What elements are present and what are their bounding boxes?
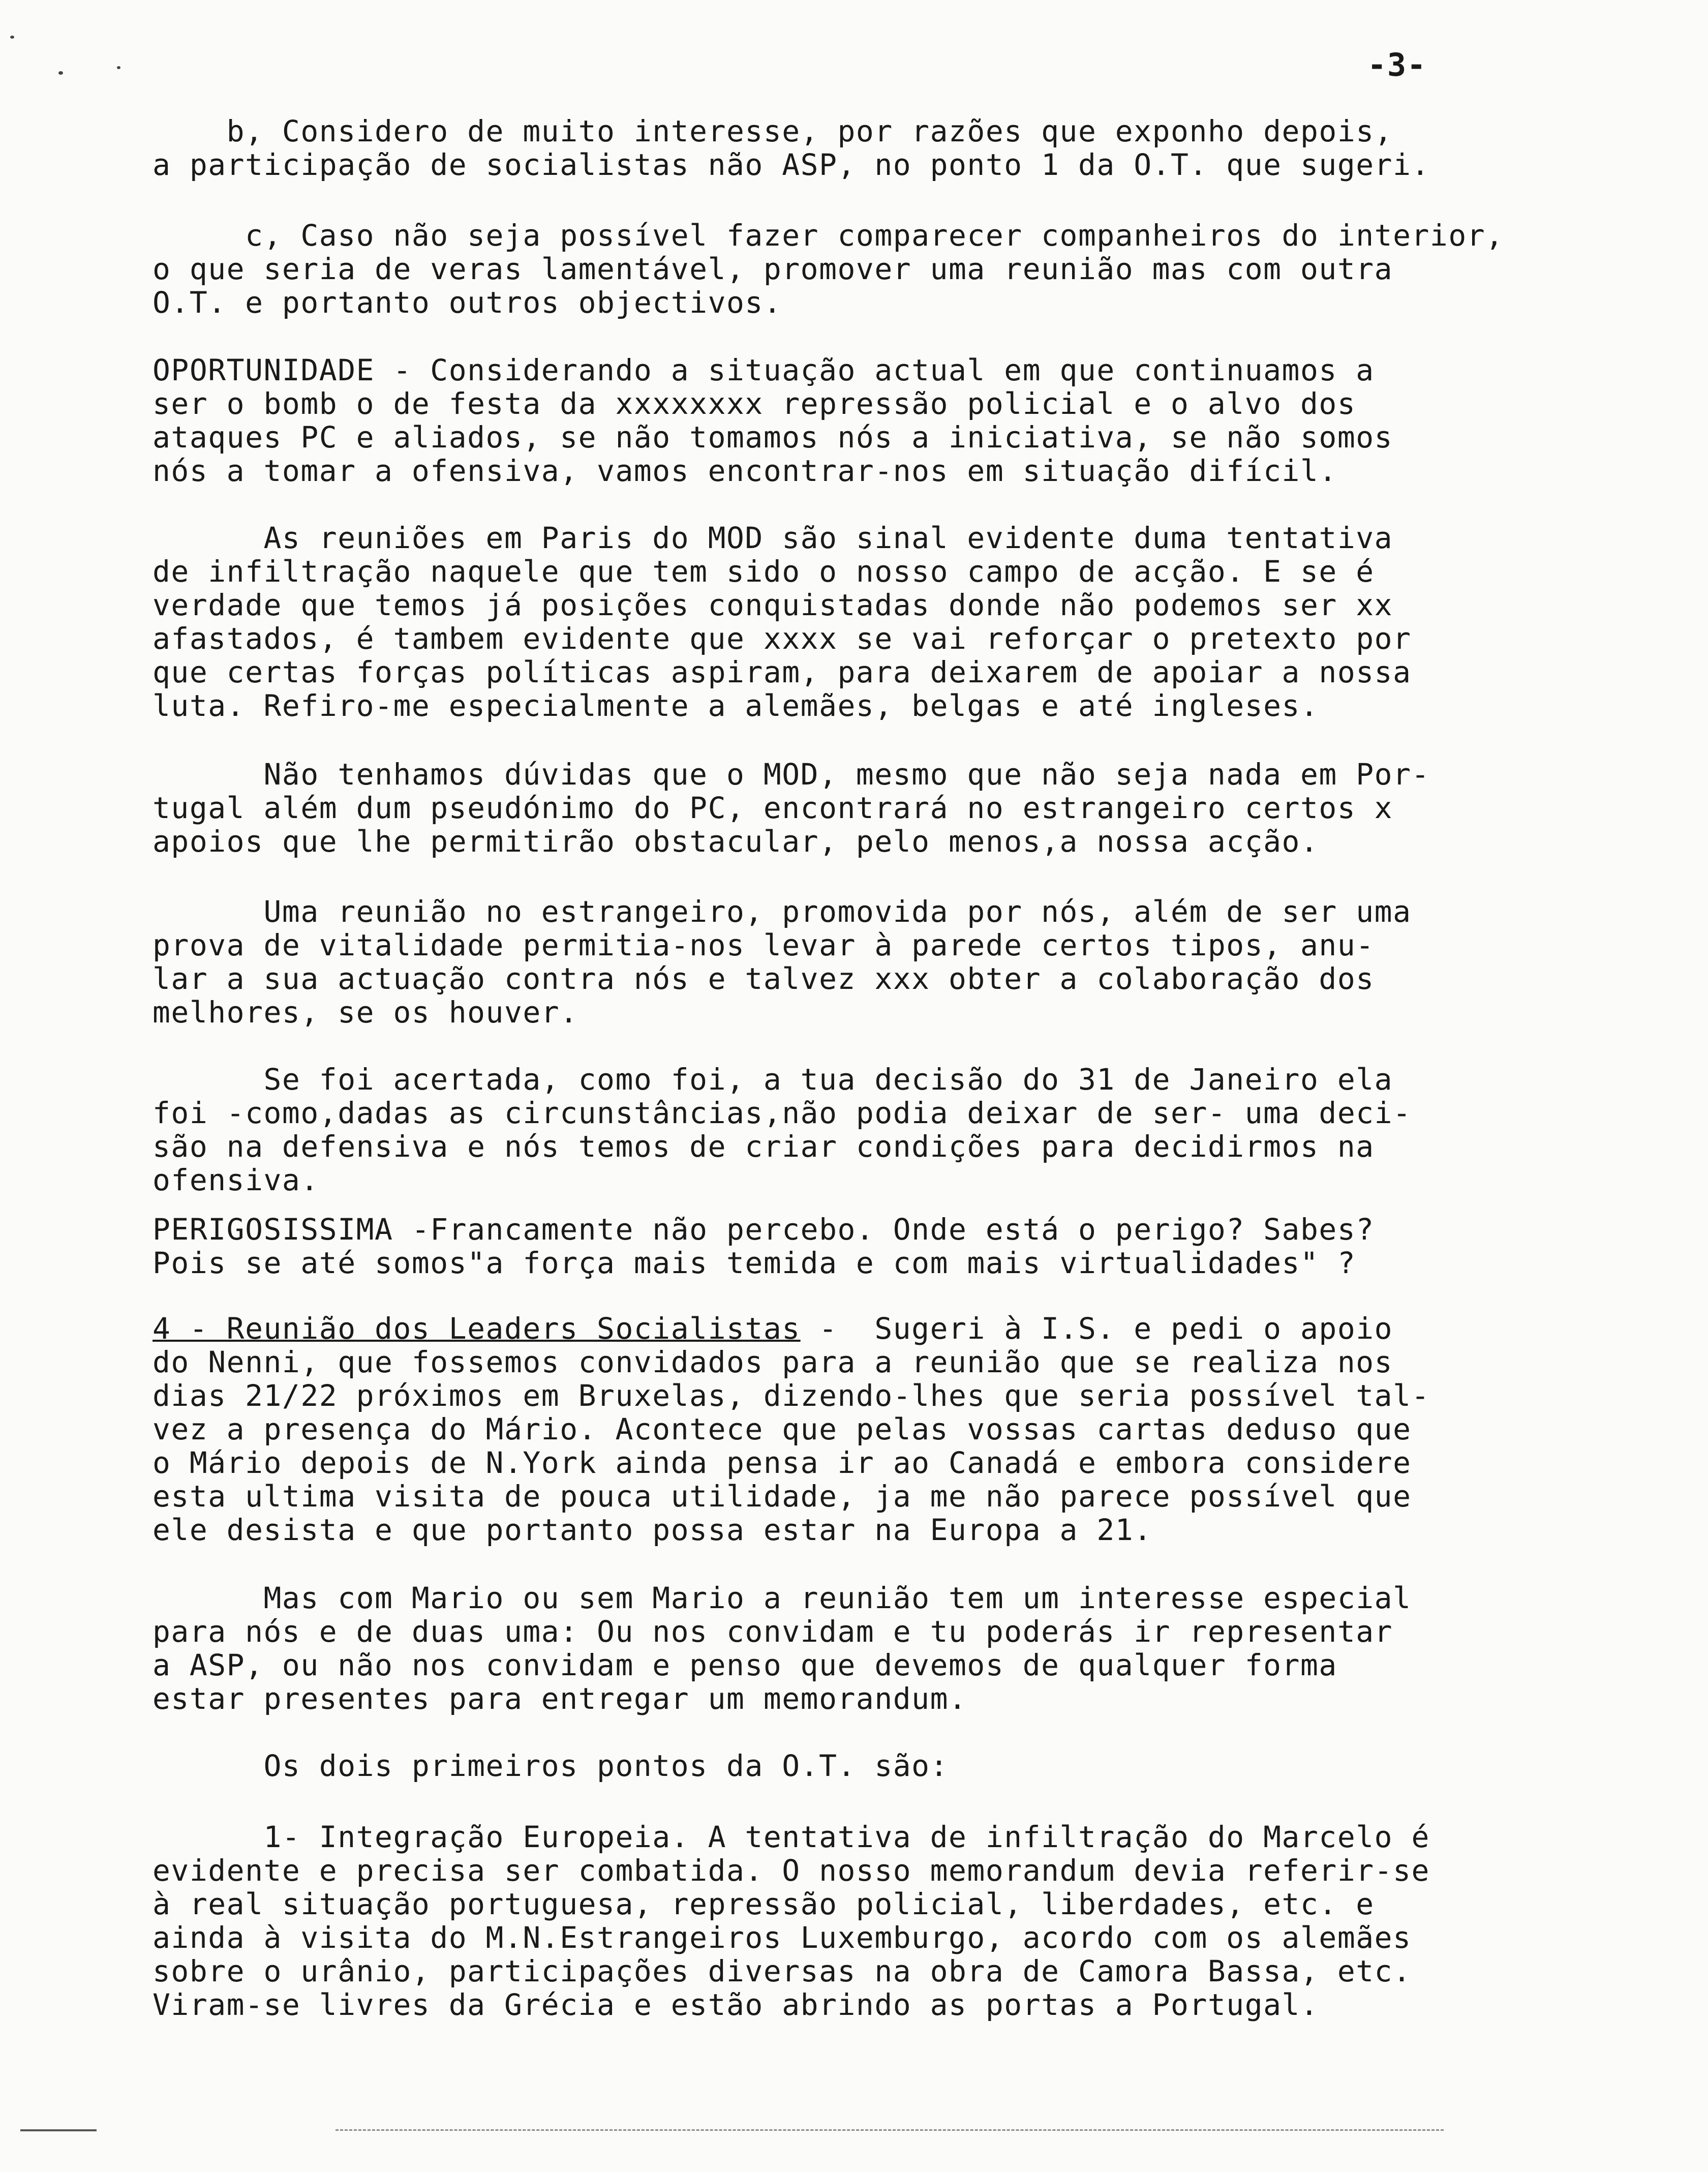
text-line: Se foi acertada, como foi, a tua decisão do 31 de Janeiro ela bbox=[152, 1062, 1393, 1097]
text-line: ainda à visita do M.N.Estrangeiros Luxemburgo, acordo com os alemães bbox=[152, 1920, 1412, 1955]
text-line: o que seria de veras lamentável, promover uma reunião mas com outra bbox=[152, 252, 1393, 286]
text-line: a participação de socialistas não ASP, no ponto 1 da O.T. que sugeri. bbox=[152, 147, 1430, 182]
paragraph-p6 bbox=[152, 895, 1566, 1029]
text-line: OPORTUNIDADE - Considerando a situação actual em que continuamos a bbox=[152, 353, 1375, 387]
text-line: estar presentes para entregar um memorandum. bbox=[152, 1681, 967, 1716]
paragraph-p10 bbox=[152, 1581, 1566, 1715]
text-line: esta ultima visita de pouca utilidade, ja me não parece possível que bbox=[152, 1479, 1412, 1514]
paragraph-p3 bbox=[152, 353, 1566, 488]
text-line: verdade que temos já posições conquistadas donde não podemos ser xx bbox=[152, 588, 1393, 622]
text-line: à real situação portuguesa, repressão policial, liberdades, etc. e bbox=[152, 1887, 1375, 1921]
text-line: o Mário depois de N.York ainda pensa ir ao Canadá e embora considere bbox=[152, 1445, 1412, 1480]
text-line: evidente e precisa ser combatida. O nosso memorandum devia referir-se bbox=[152, 1853, 1430, 1888]
text-line: apoios que lhe permitirão obstacular, pelo menos,a nossa acção. bbox=[152, 824, 1319, 859]
text-line: vez a presença do Mário. Acontece que pelas vossas cartas deduso que bbox=[152, 1412, 1412, 1446]
text-line: prova de vitalidade permitia-nos levar à parede certos tipos, anu- bbox=[152, 928, 1375, 962]
text-line: foi -como,dadas as circunstâncias,não podia deixar de ser- uma deci- bbox=[152, 1096, 1412, 1130]
edge-scan-mark bbox=[20, 2129, 97, 2131]
text-line: Os dois primeiros pontos da O.T. são: bbox=[152, 1748, 949, 1783]
paragraph-p12 bbox=[152, 1820, 1566, 2022]
scan-speck bbox=[117, 66, 120, 69]
text-line: para nós e de duas uma: Ou nos convidam e tu poderás ir representar bbox=[152, 1614, 1393, 1649]
text-line: afastados, é tambem evidente que xxxx se vai reforçar o pretexto por bbox=[152, 621, 1412, 656]
paragraph-p4 bbox=[152, 521, 1566, 722]
paragraph-p8 bbox=[152, 1213, 1566, 1280]
text-line: PERIGOSISSIMA -Francamente não percebo. Onde está o perigo? Sabes? bbox=[152, 1212, 1375, 1247]
paragraph-p9 bbox=[152, 1312, 1566, 1547]
text-line: que certas forças políticas aspiram, para deixarem de apoiar a nossa bbox=[152, 655, 1412, 689]
text-line: 1- Integração Europeia. A tentativa de infiltração do Marcelo é bbox=[152, 1820, 1430, 1854]
text-line: Mas com Mario ou sem Mario a reunião tem um interesse especial bbox=[152, 1581, 1412, 1615]
text-line: b, Considero de muito interesse, por razões que exponho depois, bbox=[152, 114, 1393, 148]
paragraph-p5 bbox=[152, 758, 1566, 858]
text-line: são na defensiva e nós temos de criar condições para decidirmos na bbox=[152, 1129, 1375, 1164]
text-line: c, Caso não seja possível fazer comparecer companheiros do interior, bbox=[152, 218, 1504, 253]
text-line: luta. Refiro-me especialmente a alemães, belgas e até ingleses. bbox=[152, 688, 1319, 723]
text-line: 4 - Reunião dos Leaders Socialistas - Sugeri à I.S. e pedi o apoio bbox=[152, 1311, 1393, 1346]
bottom-dashed-rule bbox=[336, 2129, 1444, 2131]
paragraph-p2 bbox=[152, 219, 1566, 319]
text-line: Pois se até somos"a força mais temida e com mais virtualidades" ? bbox=[152, 1246, 1356, 1280]
paragraph-p7 bbox=[152, 1063, 1566, 1197]
text-line: a ASP, ou não nos convidam e penso que devemos de qualquer forma bbox=[152, 1648, 1337, 1682]
text-line: lar a sua actuação contra nós e talvez xxx obter a colaboração dos bbox=[152, 961, 1375, 996]
text-line: ele desista e que portanto possa estar na Europa a 21. bbox=[152, 1513, 1152, 1547]
text-line: dias 21/22 próximos em Bruxelas, dizendo-lhes que seria possível tal- bbox=[152, 1378, 1430, 1413]
section-heading: 4 - Reunião dos Leaders Socialistas bbox=[152, 1311, 801, 1346]
text-line: ser o bomb o de festa da xxxxxxxx repressão policial e o alvo dos bbox=[152, 386, 1356, 421]
text-line: Uma reunião no estrangeiro, promovida por nós, além de ser uma bbox=[152, 894, 1412, 929]
text-line: de infiltração naquele que tem sido o nosso campo de acção. E se é bbox=[152, 554, 1375, 589]
paragraph-p11 bbox=[152, 1749, 1566, 1783]
scan-speck bbox=[10, 36, 14, 39]
text-line: tugal além dum pseudónimo do PC, encontrará no estrangeiro certos x bbox=[152, 791, 1393, 825]
text-line: melhores, se os houver. bbox=[152, 995, 578, 1030]
page-number: -3- bbox=[1367, 46, 1427, 83]
text-line: nós a tomar a ofensiva, vamos encontrar-nos em situação difícil. bbox=[152, 454, 1337, 488]
text-line: Não tenhamos dúvidas que o MOD, mesmo que não seja nada em Por- bbox=[152, 757, 1430, 792]
paragraph-p1 bbox=[152, 114, 1566, 182]
text-line: sobre o urânio, participações diversas na obra de Camora Bassa, etc. bbox=[152, 1954, 1412, 1988]
text-line: ofensiva. bbox=[152, 1163, 319, 1197]
text-line: O.T. e portanto outros objectivos. bbox=[152, 285, 782, 320]
text-line: As reuniões em Paris do MOD são sinal evidente duma tentativa bbox=[152, 521, 1393, 555]
text-line: ataques PC e aliados, se não tomamos nós a iniciativa, se não somos bbox=[152, 420, 1393, 455]
scan-speck bbox=[58, 71, 63, 75]
text-line: Viram-se livres da Grécia e estão abrindo as portas a Portugal. bbox=[152, 1987, 1319, 2022]
text-line: do Nenni, que fossemos convidados para a reunião que se realiza nos bbox=[152, 1345, 1393, 1379]
